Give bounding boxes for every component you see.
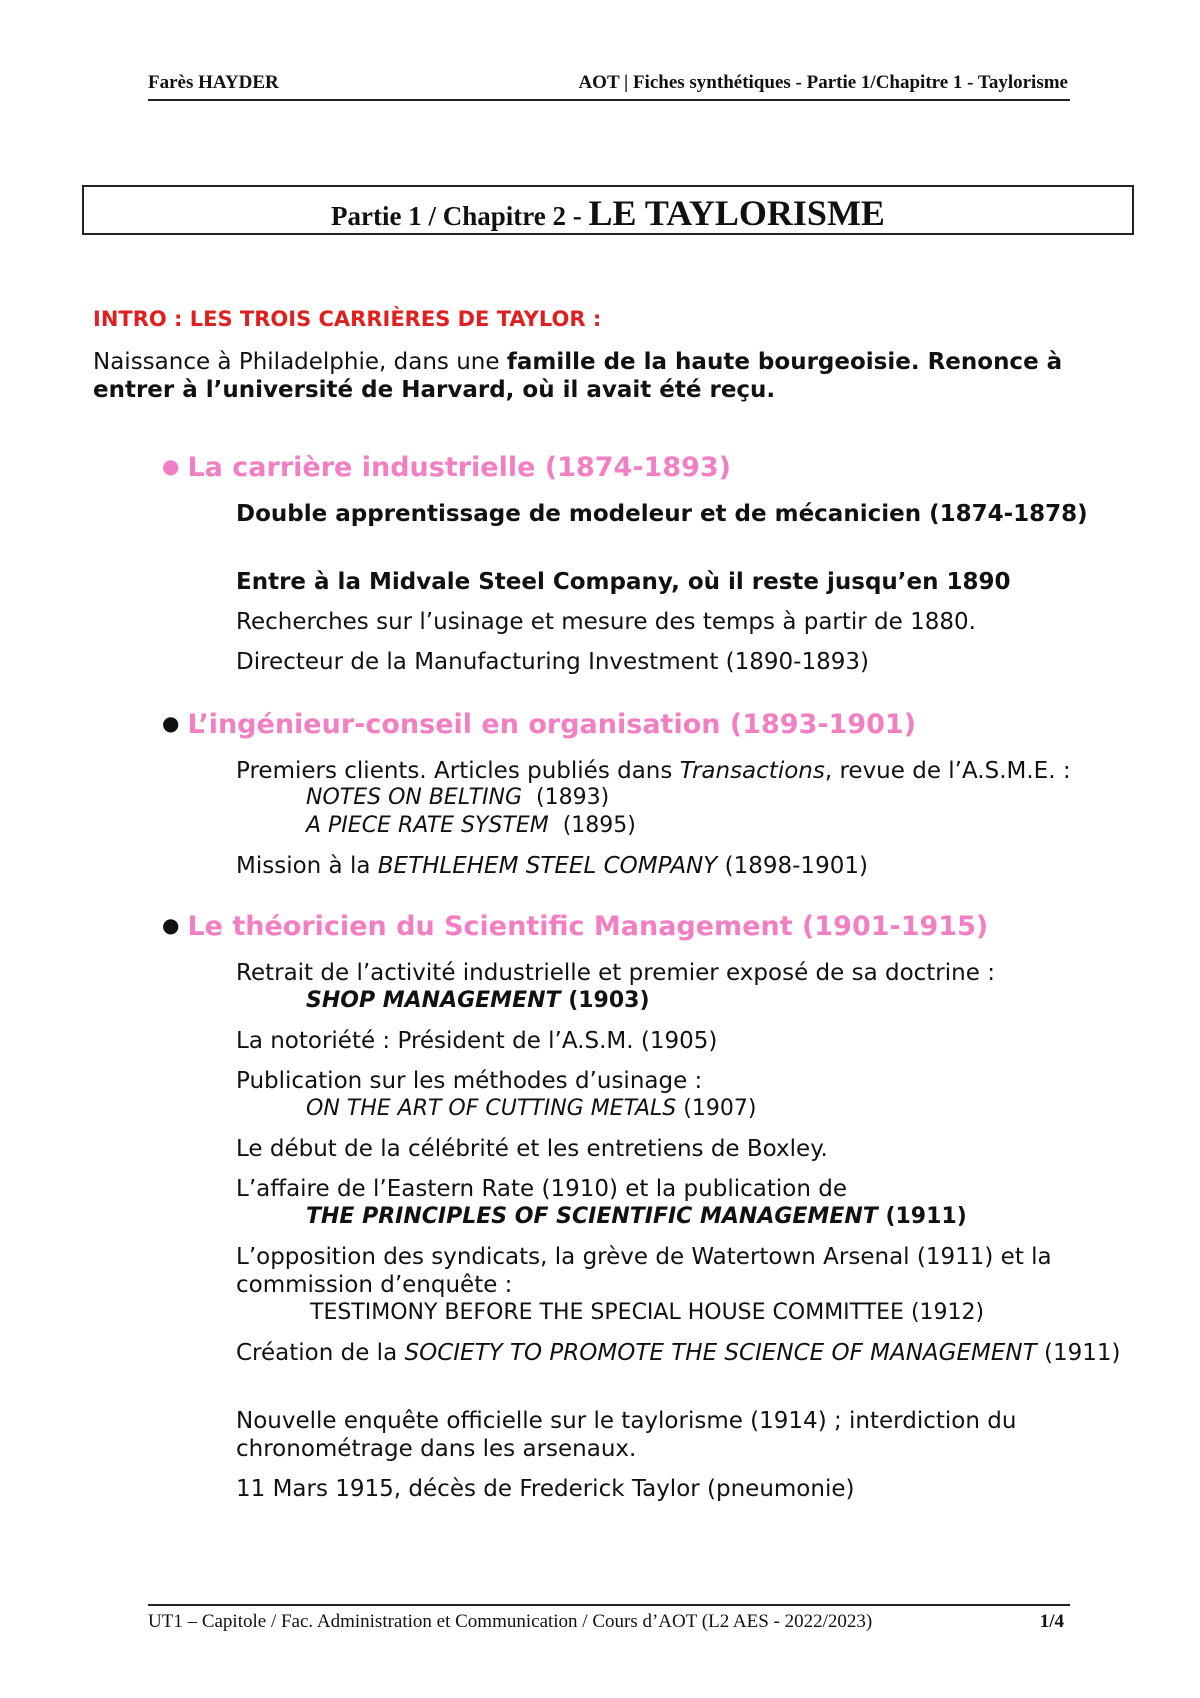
publication-title: THE PRINCIPLES OF SCIENTIFIC MANAGEMENT [306, 1204, 878, 1229]
text: (1898-1901) [717, 853, 868, 879]
footer-course-info: UT1 – Capitole / Fac. Administration et Communication / Cours d’AOT (L2 AES - 2022/2023) [148, 1611, 873, 1632]
section-title: Le théoricien du Scientific Management (1901-1915) [187, 911, 989, 942]
list-item: Le début de la célébrité et les entretiens de Boxley. [236, 1136, 828, 1162]
publication-title: A PIECE RATE SYSTEM [306, 813, 549, 838]
list-item: La notoriété : Président de l’A.S.M. (1905) [236, 1028, 718, 1054]
list-item: Publication sur les méthodes d’usinage : [236, 1068, 703, 1094]
text: , revue de l’A.S.M.E. : [824, 758, 1071, 784]
chapter-part-label: Partie 1 / Chapitre 2 - [331, 201, 589, 231]
header-divider [148, 99, 1070, 101]
list-item: Entre à la Midvale Steel Company, où il reste jusqu’en 1890 [236, 569, 1011, 595]
section-heading-theorist [162, 911, 988, 942]
list-item: Recherches sur l’usinage et mesure des temps à partir de 1880. [236, 609, 976, 635]
company-name: BETHLEHEM STEEL COMPANY [377, 853, 718, 879]
list-item: Nouvelle enquête officielle sur le taylorisme (1914) ; interdiction du chronométrage dans les arsenaux. [236, 1408, 1017, 1462]
publication-year: (1893) [536, 785, 610, 810]
publication-item [306, 987, 650, 1015]
list-item: Double apprentissage de modeleur et de mécanicien (1874-1878) [236, 501, 1088, 527]
list-item: Directeur de la Manufacturing Investment (1890-1893) [236, 649, 869, 675]
intro-text-a: Naissance à Philadelphie, dans une [93, 349, 507, 375]
text: Création de la [236, 1340, 405, 1366]
publication-title: SHOP MANAGEMENT [306, 988, 561, 1013]
intro-paragraph [93, 348, 1133, 404]
publication-item [306, 1203, 967, 1231]
publication-year: (1895) [562, 813, 636, 838]
section-title: La carrière industrielle (1874-1893) [187, 452, 732, 483]
intro-heading: INTRO : LES TROIS CARRIÈRES DE TAYLOR : [93, 307, 602, 331]
list-item-articles [236, 757, 1136, 785]
header-author: Farès HAYDER [148, 72, 279, 93]
publication-title: ON THE ART OF CUTTING METALS [306, 1096, 677, 1121]
journal-title: Transactions [679, 758, 825, 784]
publication-year: (1911) [877, 1204, 967, 1229]
publication-item [306, 1095, 756, 1123]
publication-year: (1903) [560, 988, 650, 1013]
text: (1911) [1036, 1340, 1121, 1366]
publication-year: (1907) [676, 1096, 757, 1121]
list-item-creation [236, 1339, 1136, 1367]
list-item: Retrait de l’activité industrielle et premier exposé de sa doctrine : [236, 960, 995, 986]
publication-item: TESTIMONY BEFORE THE SPECIAL HOUSE COMMITTEE (1912) [310, 1300, 985, 1325]
list-item-mission [236, 852, 1136, 880]
intro-text-b: famille de la haute bourgeoisie. Renonce à entrer à l’université de Harvard, où il avait été reçu. [93, 349, 1063, 403]
list-item: 11 Mars 1915, décès de Frederick Taylor (pneumonie) [236, 1476, 855, 1502]
publication-item [306, 784, 609, 812]
publication-title: NOTES ON BELTING [306, 785, 523, 810]
section-heading-industrial [162, 452, 731, 483]
list-item: L’affaire de l’Eastern Rate (1910) et la publication de [236, 1176, 847, 1202]
chapter-title: LE TAYLORISME [588, 193, 885, 233]
footer-divider [148, 1604, 1070, 1606]
header-course: AOT | Fiches synthétiques - Partie 1/Chapitre 1 - Taylorisme [578, 72, 1068, 93]
bullet-icon: ● [162, 454, 180, 478]
section-title: L’ingénieur-conseil en organisation (1893-1901) [187, 709, 917, 740]
bullet-icon: ● [162, 913, 180, 937]
text: Mission à la [236, 853, 378, 879]
publication-item [306, 812, 636, 840]
bullet-icon: ● [162, 711, 180, 735]
chapter-title-box [82, 185, 1134, 235]
section-heading-consultant [162, 709, 916, 740]
society-name: SOCIETY TO PROMOTE THE SCIENCE OF MANAGEMENT [404, 1340, 1037, 1366]
list-item: L’opposition des syndicats, la grève de Watertown Arsenal (1911) et la commission d’enquête : [236, 1244, 1052, 1298]
page-number: 1/4 [1039, 1611, 1064, 1632]
text: Premiers clients. Articles publiés dans [236, 758, 680, 784]
